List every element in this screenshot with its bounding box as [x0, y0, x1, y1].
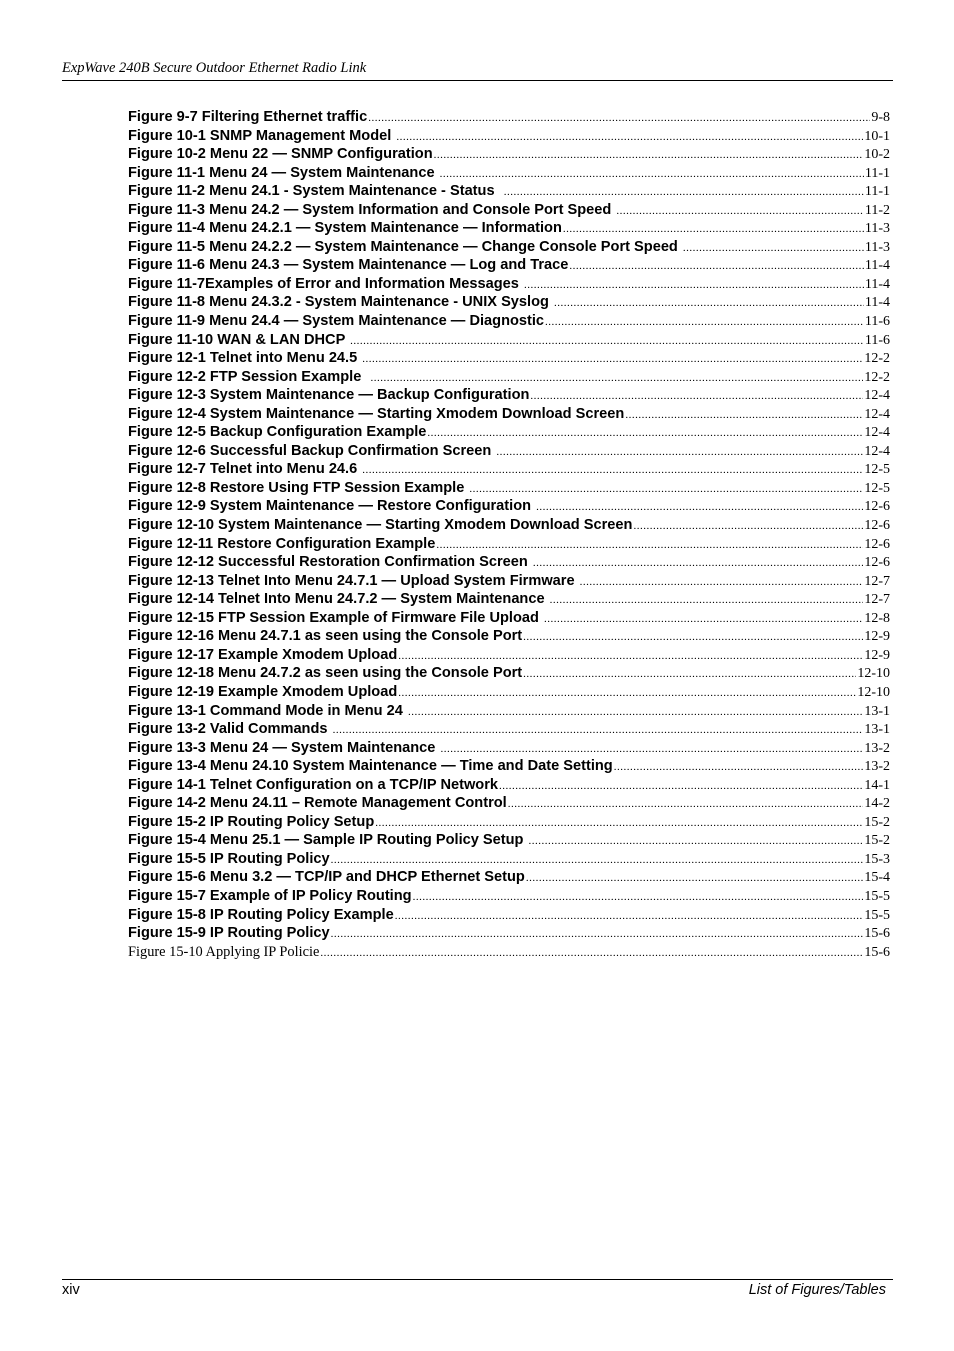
toc-entry-title: Figure 11-4 Menu 24.2.1 — System Maintenance — Information [128, 220, 562, 237]
dot-leader [427, 424, 863, 442]
dot-leader [375, 814, 863, 832]
toc-entry-page: 12-8 [864, 610, 890, 626]
toc-entry-page: 11-4 [864, 258, 890, 274]
toc-entry-title: Figure 12-7 Telnet into Menu 24.6 [128, 461, 362, 478]
toc-entry-title: Figure 12-16 Menu 24.7.1 as seen using the Console Port [128, 628, 523, 645]
dot-leader [536, 498, 863, 516]
toc-entry-title: Figure 12-19 Example Xmodem Upload [128, 683, 398, 700]
toc-entry-page: 9-8 [871, 110, 890, 125]
toc-entry-title: Figure 11-8 Menu 24.3.2 - System Maintenance - UNIX Syslog [128, 294, 553, 311]
toc-entry-title: Figure 15-7 Example of IP Policy Routing [128, 887, 412, 904]
dot-leader [370, 369, 863, 387]
toc-entry[interactable] [128, 516, 890, 535]
toc-entry-title: Figure 12-11 Restore Configuration Example [128, 535, 436, 552]
toc-entry-title: Figure 12-2 FTP Session Example [128, 368, 370, 385]
toc-entry-title: Figure 12-13 Telnet Into Menu 24.7.1 — Upload System Firmware [128, 572, 579, 589]
dot-leader [523, 665, 856, 683]
toc-entry[interactable] [128, 312, 890, 331]
toc-entry-page: 14-1 [864, 777, 890, 793]
toc-entry-page: 12-4 [864, 425, 890, 441]
toc-entry-title: Figure 12-5 Backup Configuration Example [128, 424, 427, 441]
toc-entry[interactable] [128, 813, 890, 832]
toc-entry[interactable] [128, 108, 890, 127]
toc-entry-page: 12-10 [857, 666, 890, 682]
toc-entry[interactable] [128, 924, 890, 943]
toc-entry[interactable] [128, 720, 890, 739]
dot-leader [550, 591, 864, 609]
toc-entry-page: 12-4 [864, 406, 890, 422]
toc-entry[interactable] [128, 627, 890, 646]
dot-leader [554, 294, 864, 312]
dot-leader [544, 610, 863, 628]
dot-leader [616, 202, 863, 220]
toc-entry[interactable] [128, 201, 890, 220]
toc-entry[interactable] [128, 497, 890, 516]
dot-leader [398, 647, 863, 665]
toc-entry-page: 10-1 [864, 128, 890, 144]
toc-entry[interactable] [128, 275, 890, 294]
toc-entry-title: Figure 11-6 Menu 24.3 — System Maintenance — Log and Trace [128, 257, 569, 274]
dot-leader [398, 684, 856, 702]
toc-entry-title: Figure 12-17 Example Xmodem Upload [128, 646, 398, 663]
dot-leader [440, 740, 863, 758]
toc-entry[interactable] [128, 386, 890, 405]
toc-entry-title: Figure 15-10 Applying IP Policie [128, 943, 320, 960]
toc-entry-page: 12-6 [864, 499, 890, 515]
toc-entry[interactable] [128, 145, 890, 164]
toc-entry[interactable] [128, 850, 890, 869]
toc-entry-page: 15-5 [864, 907, 890, 923]
toc-entry-title: Figure 12-14 Telnet Into Menu 24.7.2 — System Maintenance [128, 591, 549, 608]
toc-entry-page: 11-3 [864, 221, 890, 237]
toc-entry[interactable] [128, 368, 890, 387]
dot-leader [362, 350, 863, 368]
toc-entry-title: Figure 13-1 Command Mode in Menu 24 [128, 702, 407, 719]
page-number: xiv [62, 1282, 80, 1298]
toc-entry[interactable] [128, 127, 890, 146]
toc-entry-page: 10-2 [864, 147, 890, 163]
toc-entry-page: 12-5 [864, 480, 890, 496]
toc-entry-page: 11-1 [864, 165, 890, 181]
toc-entry-page: 12-7 [864, 573, 890, 589]
dot-leader [331, 925, 864, 943]
dot-leader [504, 183, 864, 201]
dot-leader [524, 276, 864, 294]
toc-entry[interactable] [128, 609, 890, 628]
toc-entry[interactable] [128, 757, 890, 776]
toc-entry-title: Figure 12-18 Menu 24.7.2 as seen using the Console Port [128, 665, 523, 682]
dot-leader [526, 869, 864, 887]
dot-leader [625, 406, 863, 424]
toc-entry-title: Figure 14-1 Telnet Configuration on a TCP/IP Network [128, 776, 499, 793]
toc-entry-title: Figure 9-7 Filtering Ethernet traffic [128, 109, 368, 125]
toc-entry[interactable] [128, 794, 890, 813]
toc-entry[interactable] [128, 238, 890, 257]
dot-leader [580, 573, 864, 591]
toc-entry-page: 12-9 [864, 647, 890, 663]
toc-entry[interactable] [128, 943, 890, 962]
toc-entry[interactable] [128, 349, 890, 368]
toc-entry-page: 12-6 [864, 555, 890, 571]
dot-leader [569, 257, 863, 275]
toc-entry[interactable] [128, 423, 890, 442]
toc-entry-page: 13-2 [864, 759, 890, 775]
toc-entry-title: Figure 13-2 Valid Commands [128, 721, 332, 738]
dot-leader [508, 795, 864, 813]
toc-entry-page: 12-4 [864, 443, 890, 459]
toc-entry-title: Figure 10-1 SNMP Management Model [128, 127, 396, 144]
dot-leader [333, 721, 864, 739]
toc-entry-title: Figure 11-1 Menu 24 — System Maintenance [128, 164, 439, 181]
dot-leader [469, 480, 863, 498]
toc-entry-page: 12-7 [864, 592, 890, 608]
toc-entry-page: 13-1 [864, 703, 890, 719]
toc-entry-page: 14-2 [864, 796, 890, 812]
toc-entry-title: Figure 12-6 Successful Backup Confirmation Screen [128, 442, 496, 459]
toc-entry[interactable] [128, 590, 890, 609]
toc-entry[interactable] [128, 572, 890, 591]
toc-entry-page: 15-6 [864, 944, 890, 960]
dot-leader [496, 443, 863, 461]
dot-leader [362, 461, 863, 479]
toc-entry-title: Figure 12-15 FTP Session Example of Firmware File Upload [128, 609, 543, 626]
toc-entry-page: 12-6 [864, 536, 890, 552]
toc-entry-title: Figure 11-3 Menu 24.2 — System Information and Console Port Speed [128, 201, 616, 218]
toc-entry-title: Figure 15-8 IP Routing Policy Example [128, 906, 394, 923]
toc-entry[interactable] [128, 868, 890, 887]
dot-leader [499, 777, 863, 795]
list-of-figures [128, 108, 890, 961]
dot-leader [614, 758, 864, 776]
toc-entry-title: Figure 11-7Examples of Error and Information Messages [128, 275, 523, 292]
toc-entry-page: 15-5 [864, 888, 890, 904]
toc-entry[interactable] [128, 535, 890, 554]
toc-entry-title: Figure 12-3 System Maintenance — Backup Configuration [128, 387, 530, 404]
toc-entry[interactable] [128, 553, 890, 572]
toc-entry[interactable] [128, 887, 890, 906]
toc-entry[interactable] [128, 664, 890, 683]
toc-entry-page: 11-6 [864, 332, 890, 348]
toc-entry[interactable] [128, 906, 890, 925]
toc-entry-title: Figure 15-4 Menu 25.1 — Sample IP Routing Policy Setup [128, 832, 528, 849]
toc-entry[interactable] [128, 256, 890, 275]
footer-rule [62, 1279, 893, 1280]
dot-leader [633, 517, 863, 535]
toc-entry-page: 12-5 [864, 462, 890, 478]
dot-leader [395, 907, 864, 925]
toc-entry-page: 11-4 [864, 295, 890, 311]
toc-entry-page: 15-6 [864, 926, 890, 942]
dot-leader [545, 313, 864, 331]
toc-entry-page: 11-1 [864, 184, 890, 200]
toc-entry-page: 11-3 [864, 239, 890, 255]
toc-entry-page: 12-4 [864, 388, 890, 404]
toc-entry-title: Figure 15-5 IP Routing Policy [128, 850, 330, 867]
dot-leader [436, 536, 863, 554]
toc-entry-title: Figure 12-9 System Maintenance — Restore Configuration [128, 498, 536, 515]
toc-entry-title: Figure 12-10 System Maintenance — Starting Xmodem Download Screen [128, 517, 633, 534]
toc-entry-title: Figure 14-2 Menu 24.11 – Remote Management Control [128, 795, 507, 812]
header-rule [62, 80, 893, 81]
toc-entry[interactable] [128, 293, 890, 312]
dot-leader [408, 703, 863, 721]
dot-leader [368, 109, 870, 127]
toc-entry-title: Figure 12-4 System Maintenance — Starting Xmodem Download Screen [128, 405, 625, 422]
toc-entry-page: 11-6 [864, 314, 890, 330]
toc-entry-page: 13-2 [864, 740, 890, 756]
toc-entry-title: Figure 12-12 Successful Restoration Confirmation Screen [128, 554, 532, 571]
toc-entry-title: Figure 11-5 Menu 24.2.2 — System Maintenance — Change Console Port Speed [128, 238, 682, 255]
toc-entry-page: 12-10 [857, 684, 890, 700]
toc-entry-title: Figure 11-9 Menu 24.4 — System Maintenance — Diagnostic [128, 313, 545, 330]
toc-entry-title: Figure 12-8 Restore Using FTP Session Example [128, 479, 469, 496]
toc-entry-title: Figure 15-2 IP Routing Policy Setup [128, 813, 375, 830]
running-header: ExpWave 240B Secure Outdoor Ethernet Radio Link [62, 60, 367, 76]
toc-entry-page: 11-4 [864, 276, 890, 292]
dot-leader [331, 851, 864, 869]
toc-entry[interactable] [128, 164, 890, 183]
toc-entry-title: Figure 15-6 Menu 3.2 — TCP/IP and DHCP Ethernet Setup [128, 869, 525, 886]
toc-entry[interactable] [128, 442, 890, 461]
toc-entry[interactable] [128, 646, 890, 665]
footer-section-title: List of Figures/Tables [748, 1282, 886, 1298]
toc-entry[interactable] [128, 702, 890, 721]
toc-entry-page: 12-6 [864, 518, 890, 534]
toc-entry-page: 15-2 [864, 833, 890, 849]
toc-entry-title: Figure 13-3 Menu 24 — System Maintenance [128, 739, 440, 756]
dot-leader [413, 888, 864, 906]
toc-entry-title: Figure 11-10 WAN & LAN DHCP [128, 331, 350, 348]
toc-entry-page: 15-4 [864, 870, 890, 886]
dot-leader [434, 146, 864, 164]
toc-entry[interactable] [128, 331, 890, 350]
dot-leader [350, 332, 864, 350]
toc-entry-title: Figure 13-4 Menu 24.10 System Maintenance — Time and Date Setting [128, 758, 613, 775]
toc-entry[interactable] [128, 739, 890, 758]
toc-entry[interactable] [128, 405, 890, 424]
toc-entry[interactable] [128, 683, 890, 702]
toc-entry-title: Figure 15-9 IP Routing Policy [128, 925, 330, 942]
toc-entry[interactable] [128, 219, 890, 238]
toc-entry-page: 15-2 [864, 814, 890, 830]
dot-leader [523, 628, 863, 646]
toc-entry-title: Figure 12-1 Telnet into Menu 24.5 [128, 350, 362, 367]
toc-entry-page: 13-1 [864, 722, 890, 738]
toc-entry-page: 12-2 [864, 351, 890, 367]
toc-entry-title: Figure 11-2 Menu 24.1 - System Maintenance - Status [128, 183, 503, 200]
toc-entry[interactable] [128, 460, 890, 479]
dot-leader [563, 220, 864, 238]
dot-leader [529, 832, 864, 850]
dot-leader [533, 554, 863, 572]
dot-leader [440, 165, 864, 183]
dot-leader [396, 128, 863, 146]
toc-entry-page: 15-3 [864, 851, 890, 867]
toc-entry[interactable] [128, 776, 890, 795]
dot-leader [683, 239, 864, 257]
toc-entry-page: 11-2 [864, 202, 890, 218]
toc-entry[interactable] [128, 831, 890, 850]
toc-entry[interactable] [128, 182, 890, 201]
toc-entry[interactable] [128, 479, 890, 498]
toc-entry-page: 12-2 [864, 369, 890, 385]
dot-leader [530, 387, 863, 405]
dot-leader [320, 944, 863, 962]
toc-entry-page: 12-9 [864, 629, 890, 645]
toc-entry-title: Figure 10-2 Menu 22 — SNMP Configuration [128, 146, 433, 163]
